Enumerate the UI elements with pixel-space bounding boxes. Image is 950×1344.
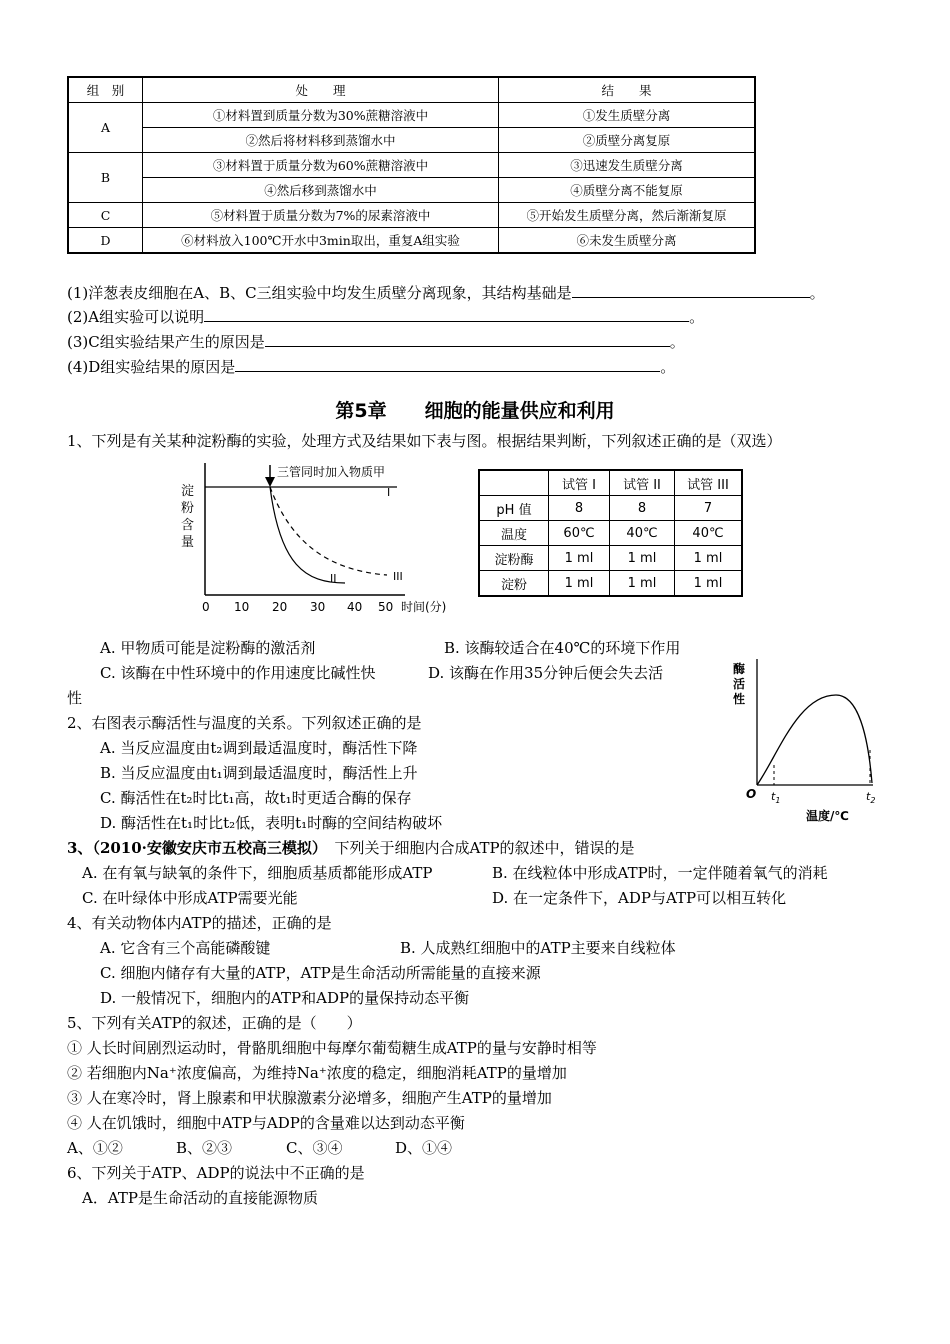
arrow-down-icon (265, 477, 275, 487)
q2-option-d: D. 酶活性在t₁时比t₂低，表明t₁时酶的空间结构破坏 (100, 814, 443, 832)
table-row (68, 203, 755, 228)
origin-label: O (746, 787, 757, 801)
period: 。 (669, 333, 685, 351)
q6-stem: 6、下列关于ATP、ADP的说法中不正确的是 (67, 1164, 365, 1182)
table-row (68, 103, 755, 128)
question-text: (1)洋葱表皮细胞在A、B、C三组实验中均发生质壁分离现象，其结构基础是 (67, 284, 572, 302)
table-row (479, 496, 742, 521)
x-tick: 30 (310, 600, 326, 614)
x-axis-label: 温度/℃ (806, 809, 849, 823)
q5-statement-2: ② 若细胞内Na⁺浓度偏高，为维持Na⁺浓度的稳定，细胞消耗ATP的量增加 (67, 1064, 567, 1082)
table-cell: ⑥材料放入100℃开水中3min取出，重复A组实验 (143, 228, 499, 254)
period: 。 (809, 284, 825, 302)
ylabel-char: 性 (733, 692, 746, 706)
table-cell: 8 (610, 496, 675, 521)
table-cell: 试管 II (610, 470, 675, 496)
fill-question-1 (67, 282, 825, 303)
q1-option-c: C. 该酶在中性环境中的作用速度比碱性快 (100, 664, 376, 682)
q1-option-a: A. 甲物质可能是淀粉酶的激活剂 (100, 639, 316, 657)
table-row (479, 571, 742, 597)
chart-annotation: 三管同时加入物质甲 (277, 465, 386, 479)
q3-option-b: B. 在线粒体中形成ATP时，一定伴随着氧气的消耗 (492, 864, 828, 882)
ylabel-char: 活 (733, 677, 746, 691)
curve-label-i: I (387, 486, 391, 499)
table-cell: ③材料置于质量分数为60%蔗糖溶液中 (143, 153, 499, 178)
table-row (479, 521, 742, 546)
table-cell: 淀粉 (479, 571, 549, 597)
x-tick: 50 (378, 600, 394, 614)
table-cell: ②质壁分离复原 (499, 128, 756, 153)
curve-label-ii: II (330, 572, 337, 585)
table-cell: ③迅速发生质壁分离 (499, 153, 756, 178)
experiment-table (67, 76, 756, 254)
q2-option-c: C. 酶活性在t₂时比t₁高，故t₁时更适合酶的保存 (100, 789, 412, 807)
answer-blank[interactable] (235, 357, 660, 372)
t1-label: $t_1$ (771, 790, 781, 805)
q3-option-d: D. 在一定条件下，ADP与ATP可以相互转化 (492, 889, 787, 907)
question-text: 下列关于细胞内合成ATP的叙述中，错误的是 (334, 839, 635, 857)
table-header-row (68, 77, 755, 103)
q4-option-a: A. 它含有三个高能磷酸键 (100, 939, 271, 957)
group-c: C (68, 203, 143, 228)
fill-question-4 (67, 356, 675, 377)
q2-option-a: A. 当反应温度由t₂调到最适温度时，酶活性下降 (100, 739, 418, 757)
q1-option-d-cont: 性 (67, 689, 83, 707)
table-cell: ①发生质壁分离 (499, 103, 756, 128)
question-source: （2010·安徽安庆市五校高三模拟） (92, 839, 320, 857)
question-text: (4)D组实验结果的原因是 (67, 358, 236, 376)
question-text: (3)C组实验结果产生的原因是 (67, 333, 265, 351)
q2-stem: 2、右图表示酶活性与温度的关系。下列叙述正确的是 (67, 714, 422, 732)
table-cell: 试管 I (549, 470, 610, 496)
table-cell (479, 470, 549, 496)
group-b: B (68, 153, 143, 203)
table-cell: 1 ml (549, 571, 610, 597)
table-cell: 40℃ (610, 521, 675, 546)
t2-label: $t_2$ (866, 790, 876, 805)
period: 。 (689, 308, 705, 326)
chart-y-label (181, 483, 194, 550)
group-a: A (68, 103, 143, 153)
curve-ii (270, 487, 345, 583)
table-row (68, 178, 755, 203)
table-cell: 试管 III (675, 470, 743, 496)
x-tick: 10 (234, 600, 250, 614)
q5-option-b: B、②③ (176, 1139, 233, 1157)
q3-option-c: C. 在叶绿体中形成ATP需要光能 (82, 889, 298, 907)
answer-blank[interactable] (204, 307, 689, 322)
table-cell: 1 ml (675, 546, 743, 571)
table-row (68, 128, 755, 153)
test-tube-table (478, 469, 743, 597)
curve-label-iii: III (393, 570, 403, 583)
table-cell: ②然后将材料移到蒸馏水中 (143, 128, 499, 153)
table-row (479, 546, 742, 571)
q6-option-a: A．ATP是生命活动的直接能源物质 (82, 1189, 318, 1207)
x-tick: 0 (202, 600, 210, 614)
q3-stem (67, 837, 635, 858)
table-cell: 1 ml (549, 546, 610, 571)
x-axis-label: 时间(分) (401, 600, 447, 614)
header-treatment: 处 理 (143, 77, 499, 103)
q5-option-c: C、③④ (286, 1139, 343, 1157)
period: 。 (660, 358, 676, 376)
q5-option-d: D、①④ (395, 1139, 453, 1157)
table-cell: 温度 (479, 521, 549, 546)
table-header-row (479, 470, 742, 496)
q5-stem: 5、下列有关ATP的叙述，正确的是（ ） (67, 1014, 362, 1032)
group-d: D (68, 228, 143, 254)
q3-option-a: A. 在有氧与缺氧的条件下，细胞质基质都能形成ATP (82, 864, 433, 882)
table-cell: 7 (675, 496, 743, 521)
table-cell: pH 值 (479, 496, 549, 521)
question-text: (2)A组实验可以说明 (67, 308, 205, 326)
q5-statement-3: ③ 人在寒冷时，肾上腺素和甲状腺激素分泌增多，细胞产生ATP的量增加 (67, 1089, 552, 1107)
table-cell: 1 ml (675, 571, 743, 597)
table-cell: ⑥未发生质壁分离 (499, 228, 756, 254)
table-row (68, 228, 755, 254)
q4-option-c: C. 细胞内储存有大量的ATP，ATP是生命活动所需能量的直接来源 (100, 964, 541, 982)
q5-statement-4: ④ 人在饥饿时，细胞中ATP与ADP的含量难以达到动态平衡 (67, 1114, 465, 1132)
table-cell: ④然后移到蒸馏水中 (143, 178, 499, 203)
table-cell: 1 ml (610, 546, 675, 571)
table-cell: ④质壁分离不能复原 (499, 178, 756, 203)
answer-blank[interactable] (265, 332, 670, 347)
ylabel-char: 量 (181, 535, 195, 550)
table-cell: 60℃ (549, 521, 610, 546)
q2-option-b: B. 当反应温度由t₁调到最适温度时，酶活性上升 (100, 764, 418, 782)
ylabel-char: 淀 (181, 484, 195, 499)
q4-option-b: B. 人成熟红细胞中的ATP主要来自线粒体 (400, 939, 676, 957)
fill-question-2 (67, 306, 704, 327)
table-cell: ⑤开始发生质壁分离，然后渐渐复原 (499, 203, 756, 228)
q4-stem: 4、有关动物体内ATP的描述，正确的是 (67, 914, 332, 932)
question-number: 3、 (67, 839, 93, 857)
q5-statement-1: ① 人长时间剧烈运动时，骨骼肌细胞中每摩尔葡萄糖生成ATP的量与安静时相等 (67, 1039, 597, 1057)
fill-question-3 (67, 331, 685, 352)
answer-blank[interactable] (572, 283, 810, 298)
header-group: 组 别 (68, 77, 143, 103)
q1-option-b: B. 该酶较适合在40℃的环境下作用 (444, 639, 681, 657)
ylabel-char: 含 (181, 518, 195, 533)
ylabel-char: 粉 (181, 501, 195, 516)
q4-option-d: D. 一般情况下，细胞内的ATP和ADP的量保持动态平衡 (100, 989, 470, 1007)
x-tick: 20 (272, 600, 288, 614)
starch-chart (175, 455, 465, 615)
table-cell: 淀粉酶 (479, 546, 549, 571)
table-cell: 8 (549, 496, 610, 521)
curve-iii (270, 487, 387, 575)
ylabel-char: 酶 (733, 662, 746, 676)
table-cell: 1 ml (610, 571, 675, 597)
q5-option-a: A、①② (67, 1139, 123, 1157)
table-cell: ⑤材料置于质量分数为7%的尿素溶液中 (143, 203, 499, 228)
enzyme-activity-chart (728, 655, 878, 825)
table-cell: 40℃ (675, 521, 743, 546)
q1-option-d: D. 该酶在作用35分钟后便会失去活 (428, 664, 664, 682)
header-result: 结 果 (499, 77, 756, 103)
q1-stem: 1、下列是有关某种淀粉酶的实验，处理方式及结果如下表与图。根据结果判断，下列叙述正确的是（双选） (67, 432, 782, 450)
chapter-title: 第5章 细胞的能量供应和利用 (335, 400, 615, 422)
table-cell: ①材料置到质量分数为30%蔗糖溶液中 (143, 103, 499, 128)
x-tick: 40 (347, 600, 363, 614)
table-row (68, 153, 755, 178)
